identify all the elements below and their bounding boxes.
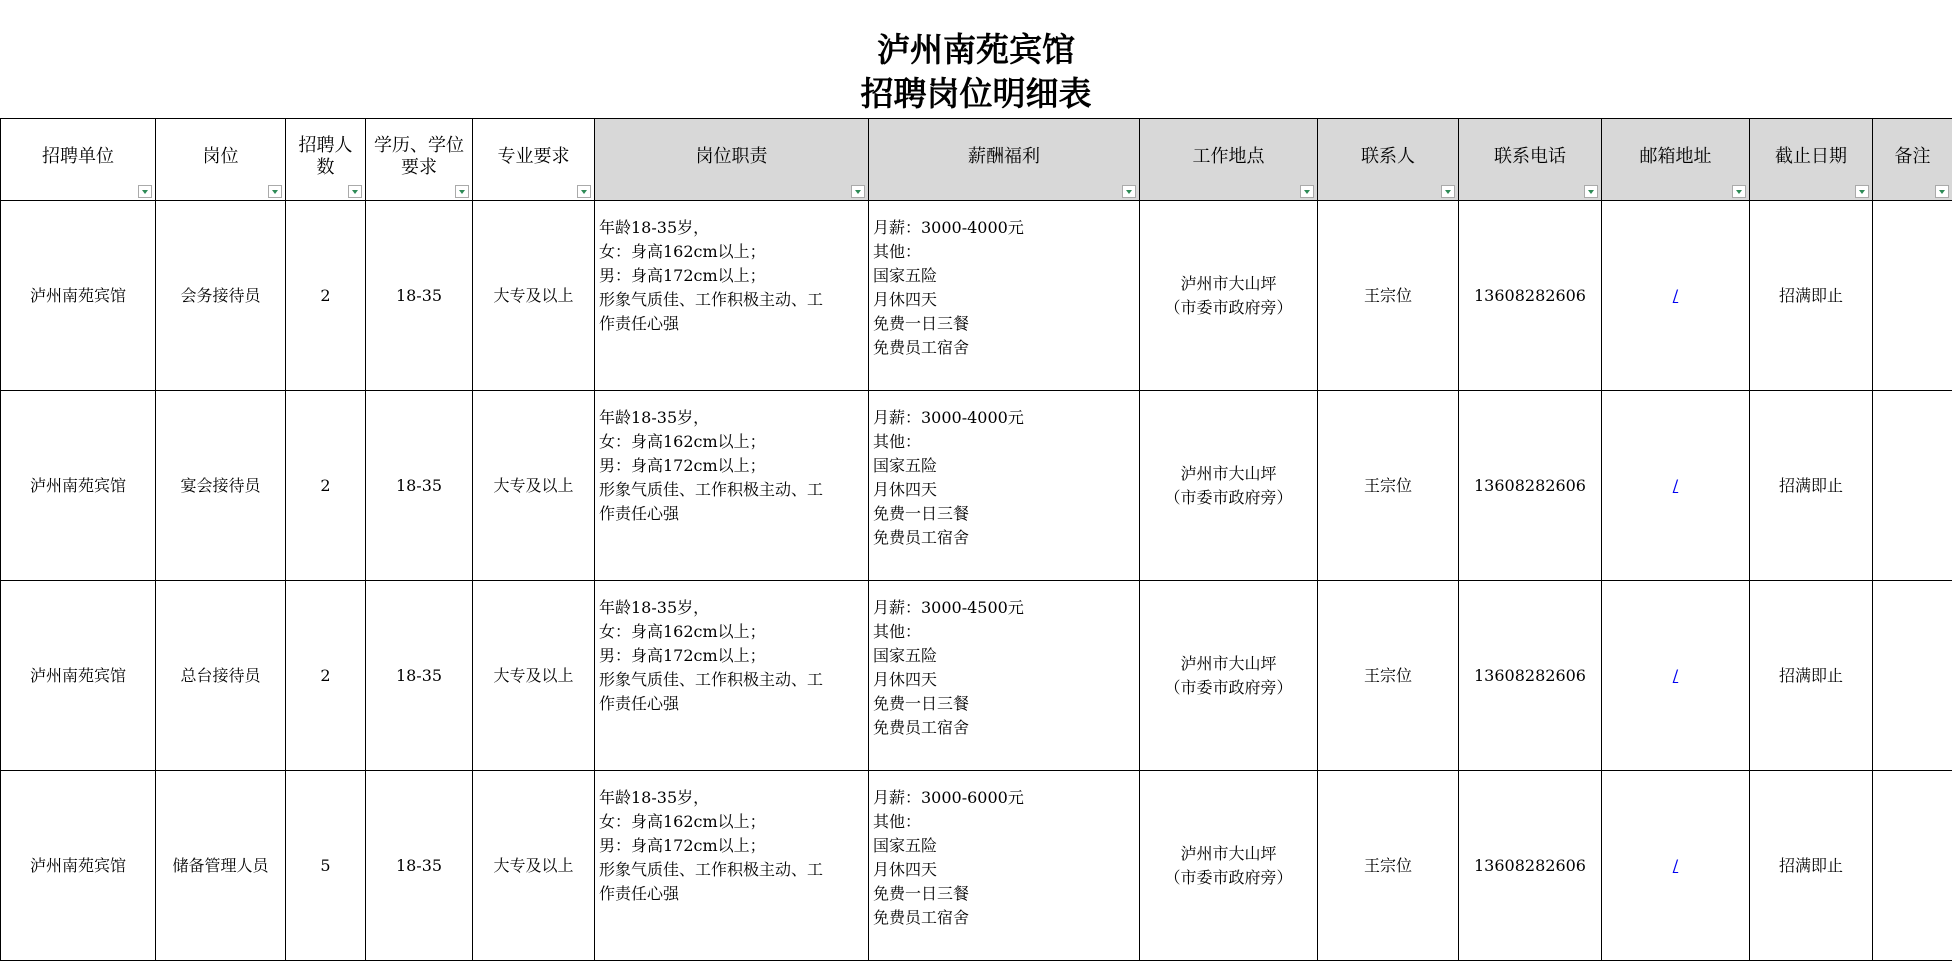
cell-duty: 年龄18-35岁， 女：身高162cm以上； 男：身高172cm以上； 形象气质佳、工作积极主动、工 作责任心强 — [595, 581, 869, 771]
table-row — [1, 201, 1952, 391]
header-salary: 薪酬福利 — [869, 119, 1140, 201]
cell-location: 泸州市大山坪 （市委市政府旁） — [1140, 771, 1318, 961]
cell-age: 18-35 — [366, 391, 473, 581]
header-row — [1, 119, 1952, 201]
cell-email — [1602, 771, 1750, 961]
cell-duty: 年龄18-35岁， 女：身高162cm以上； 男：身高172cm以上； 形象气质佳、工作积极主动、工 作责任心强 — [595, 201, 869, 391]
table-row — [1, 771, 1952, 961]
cell-unit: 泸州南苑宾馆 — [1, 201, 156, 391]
cell-education: 大专及以上 — [473, 201, 595, 391]
filter-dropdown-icon[interactable] — [1300, 185, 1314, 198]
cell-salary: 月薪：3000-6000元 其他： 国家五险 月休四天 免费一日三餐 免费员工宿舍 — [869, 771, 1140, 961]
cell-education: 大专及以上 — [473, 391, 595, 581]
cell-contact: 王宗位 — [1318, 771, 1459, 961]
cell-position: 会务接待员 — [156, 201, 286, 391]
cell-contact: 王宗位 — [1318, 201, 1459, 391]
header-deadline: 截止日期 — [1750, 119, 1873, 201]
cell-unit: 泸州南苑宾馆 — [1, 771, 156, 961]
cell-age: 18-35 — [366, 201, 473, 391]
header-contact: 联系人 — [1318, 119, 1459, 201]
filter-dropdown-icon[interactable] — [577, 185, 591, 198]
header-unit: 招聘单位 — [1, 119, 156, 201]
cell-age: 18-35 — [366, 771, 473, 961]
cell-note — [1873, 581, 1952, 771]
cell-position: 储备管理人员 — [156, 771, 286, 961]
filter-dropdown-icon[interactable] — [348, 185, 362, 198]
filter-dropdown-icon[interactable] — [1441, 185, 1455, 198]
header-phone: 联系电话 — [1459, 119, 1602, 201]
cell-duty: 年龄18-35岁， 女：身高162cm以上； 男：身高172cm以上； 形象气质佳、工作积极主动、工 作责任心强 — [595, 771, 869, 961]
cell-email — [1602, 581, 1750, 771]
filter-dropdown-icon[interactable] — [1122, 185, 1136, 198]
cell-count: 5 — [286, 771, 366, 961]
cell-deadline: 招满即止 — [1750, 201, 1873, 391]
cell-note — [1873, 771, 1952, 961]
email-link[interactable]: / — [1673, 666, 1678, 685]
filter-dropdown-icon[interactable] — [1855, 185, 1869, 198]
cell-duty: 年龄18-35岁， 女：身高162cm以上； 男：身高172cm以上； 形象气质佳、工作积极主动、工 作责任心强 — [595, 391, 869, 581]
cell-deadline: 招满即止 — [1750, 581, 1873, 771]
table-row — [1, 581, 1952, 771]
cell-note — [1873, 201, 1952, 391]
cell-phone: 13608282606 — [1459, 581, 1602, 771]
filter-dropdown-icon[interactable] — [851, 185, 865, 198]
cell-education: 大专及以上 — [473, 581, 595, 771]
header-location: 工作地点 — [1140, 119, 1318, 201]
cell-count: 2 — [286, 391, 366, 581]
cell-position: 总台接待员 — [156, 581, 286, 771]
email-link[interactable]: / — [1673, 856, 1678, 875]
cell-unit: 泸州南苑宾馆 — [1, 391, 156, 581]
filter-dropdown-icon[interactable] — [138, 185, 152, 198]
header-duty: 岗位职责 — [595, 119, 869, 201]
page-title: 泸州南苑宾馆 — [0, 24, 1952, 71]
cell-phone: 13608282606 — [1459, 771, 1602, 961]
cell-position: 宴会接待员 — [156, 391, 286, 581]
cell-unit: 泸州南苑宾馆 — [1, 581, 156, 771]
cell-location: 泸州市大山坪 （市委市政府旁） — [1140, 581, 1318, 771]
header-count: 招聘人数 — [286, 119, 366, 201]
filter-dropdown-icon[interactable] — [1732, 185, 1746, 198]
cell-count: 2 — [286, 581, 366, 771]
cell-age: 18-35 — [366, 581, 473, 771]
cell-email — [1602, 201, 1750, 391]
cell-deadline: 招满即止 — [1750, 391, 1873, 581]
email-link[interactable]: / — [1673, 286, 1678, 305]
cell-phone: 13608282606 — [1459, 391, 1602, 581]
cell-count: 2 — [286, 201, 366, 391]
recruitment-table — [0, 118, 1952, 961]
cell-contact: 王宗位 — [1318, 391, 1459, 581]
header-position: 岗位 — [156, 119, 286, 201]
cell-deadline: 招满即止 — [1750, 771, 1873, 961]
filter-dropdown-icon[interactable] — [1584, 185, 1598, 198]
header-education: 学历、学位要求 — [366, 119, 473, 201]
filter-dropdown-icon[interactable] — [455, 185, 469, 198]
cell-note — [1873, 391, 1952, 581]
cell-salary: 月薪：3000-4500元 其他： 国家五险 月休四天 免费一日三餐 免费员工宿舍 — [869, 581, 1140, 771]
cell-location: 泸州市大山坪 （市委市政府旁） — [1140, 201, 1318, 391]
filter-dropdown-icon[interactable] — [1935, 185, 1949, 198]
cell-location: 泸州市大山坪 （市委市政府旁） — [1140, 391, 1318, 581]
cell-education: 大专及以上 — [473, 771, 595, 961]
cell-contact: 王宗位 — [1318, 581, 1459, 771]
page-subtitle: 招聘岗位明细表 — [0, 68, 1952, 115]
header-note: 备注 — [1873, 119, 1952, 201]
cell-phone: 13608282606 — [1459, 201, 1602, 391]
email-link[interactable]: / — [1673, 476, 1678, 495]
header-major: 专业要求 — [473, 119, 595, 201]
header-email: 邮箱地址 — [1602, 119, 1750, 201]
cell-salary: 月薪：3000-4000元 其他： 国家五险 月休四天 免费一日三餐 免费员工宿舍 — [869, 391, 1140, 581]
filter-dropdown-icon[interactable] — [268, 185, 282, 198]
cell-email — [1602, 391, 1750, 581]
table-row — [1, 391, 1952, 581]
cell-salary: 月薪：3000-4000元 其他： 国家五险 月休四天 免费一日三餐 免费员工宿舍 — [869, 201, 1140, 391]
